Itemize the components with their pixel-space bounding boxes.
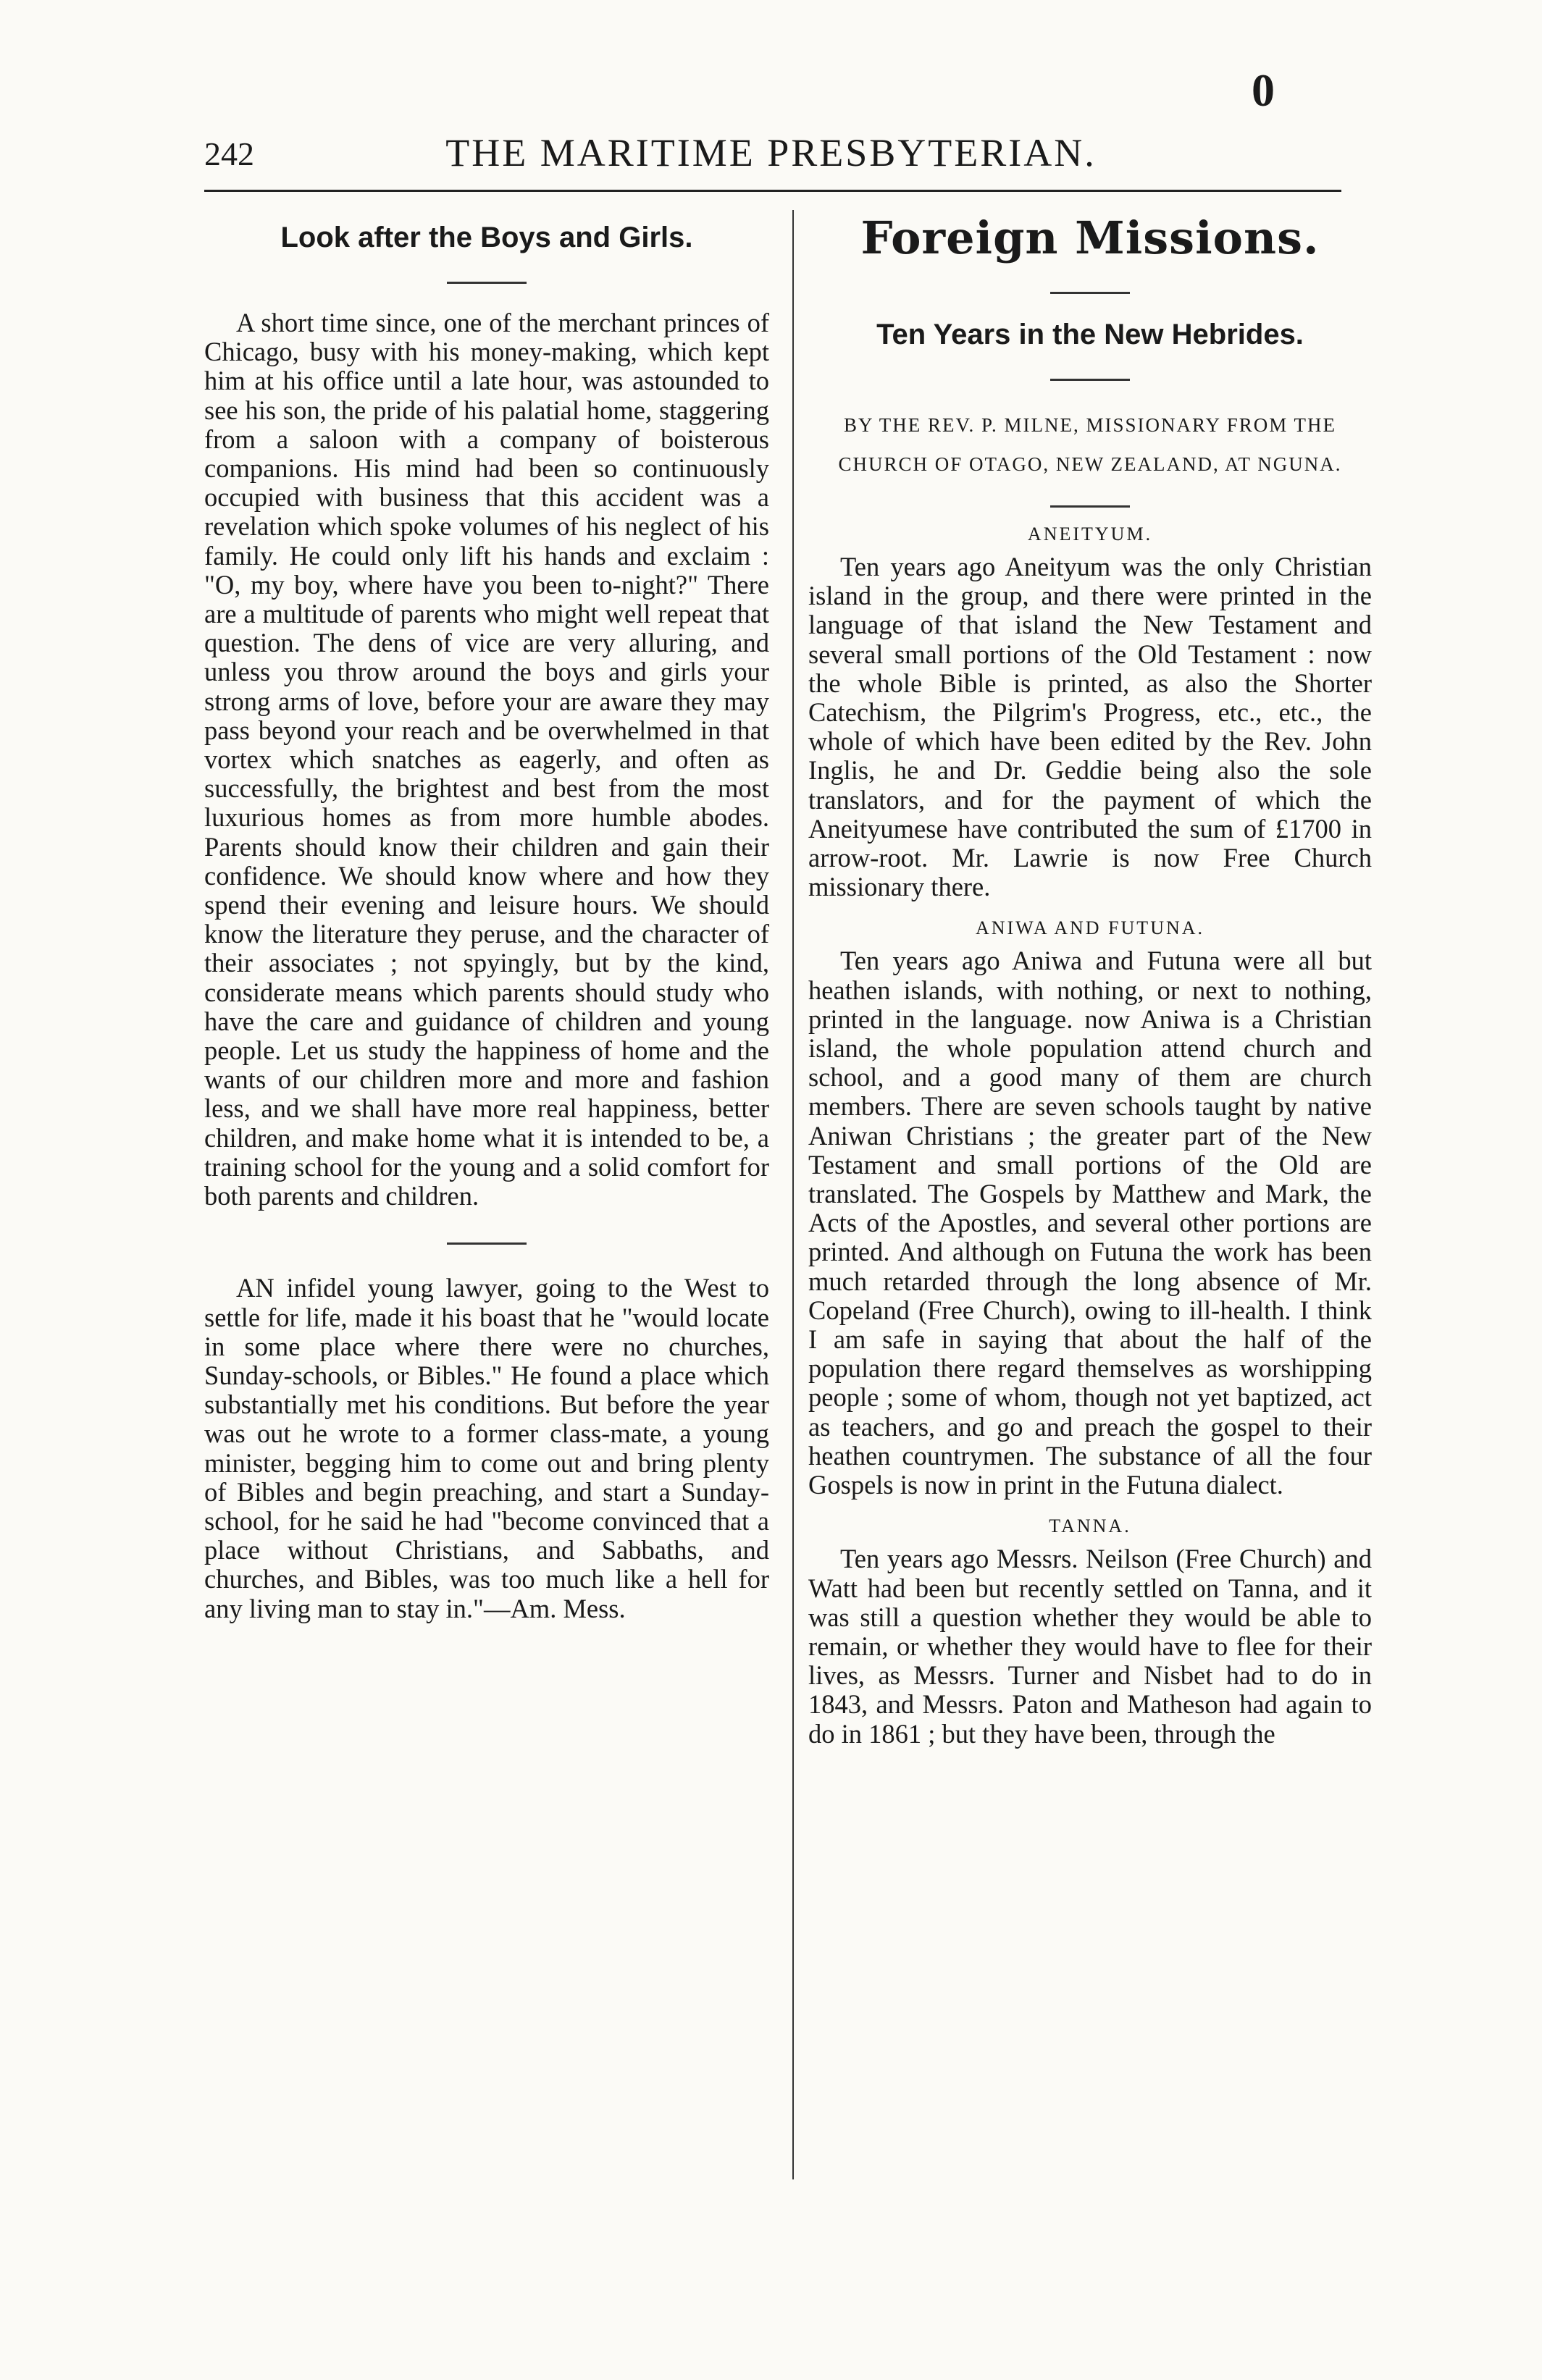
handwritten-mark: 0 [1252,64,1275,116]
separator-rule [1050,379,1130,381]
section-paragraph: Ten years ago Aniwa and Futuna were all but heathen islands, with nothing, or next to nothing, printed in the language. now Aniwa is a Christian island, the whole population attend church and school, and a good many of them are church members. There are seven schools taught by native Aniwan Christians ; the greater part of the New Testament and small portions of the Old are translated. The Gospels by Matthew and Mark, the Acts of the Apostles, and several other portions are printed. And although on Futuna the work has been much retarded through the long absence of Mr. Copeland (Free Church), owing to ill-health. I think I am safe in saying that about the half of the population there regard themselves as worshipping people ; some of whom, though not yet baptized, act as teachers, and go and preach the gospel to their heathen countrymen. The substance of all the four Gospels is now in print in the Futuna dialect. [808,946,1372,1500]
separator-rule [1050,505,1130,508]
article-body: AN infidel young lawyer, going to the West to settle for life, made it his boast that he "would locate in some place where there were no churches, Sunday-schools, or Bibles." He found a place which substantially met his conditions. But before the year was out he wrote to a former class-mate, a young minister, begging him to come out and bring plenty of Bibles and begin preaching, and start a Sunday-school, for he said he had "become convinced that a place without Christians, and Sabbaths, and churches, and Bibles, was too much like a hell for any living man to stay in."—Am. Mess. [204,1273,769,1623]
left-column [204,211,769,1623]
section-paragraph: Ten years ago Aneityum was the only Christian island in the group, and there were printed in the language of that island the New Testament and several small portions of the Old Testament : now the whole Bible is printed, as also the Shorter Catechism, the Pilgrim's Progress, etc., etc., the whole of which have been edited by the Rev. John Inglis, he and Dr. Geddie being also the sole translators, and for the payment of which the Aneityumese have contributed the sum of £1700 in arrow-root. Mr. Lawrie is now Free Church missionary there. [808,552,1372,902]
right-column [808,211,1372,1749]
running-title: THE MARITIME PRESBYTERIAN. [445,131,1097,174]
section-paragraph: Ten years ago Messrs. Neilson (Free Church) and Watt had been but recently settled on Tanna, and it was still a question whether they would be able to remain, or whether they would have to flee for their lives, as Messrs. Turner and Nisbet had to do in 1843, and Messrs. Paton and Matheson had again to do in 1861 ; but they have been, through the [808,1544,1372,1749]
subheading: ANEITYUM. [1027,523,1153,544]
separator-rule [1050,292,1130,294]
subheading: TANNA. [1049,1515,1131,1537]
section-title: Foreign Missions. [860,211,1320,264]
article-heading: Look after the Boys and Girls. [280,222,693,253]
article-body: A short time since, one of the merchant princes of Chicago, busy with his money-making, which kept him at his office until a late hour, was astounded to see his son, the pride of his palatial home, staggering from a saloon with a company of boisterous companions. His mind had been so continuously occupied with business that this accident was a revelation which spoke volumes of his neglect of his family. He could only lift his hands and exclaim : "O, my boy, where have you been to-night?" There are a multitude of parents who might well repeat that question. The dens of vice are very alluring, and unless you throw around the boys and girls your strong arms of love, before your are aware they may pass beyond your reach and be overwhelmed in that vortex which snatches as eagerly, and often as successfully, the brightest and best from the most luxurious homes as from more humble abodes. Parents should know their children and gain their confidence. We should know where and how they spend their evening and leisure hours. We should know the literature they peruse, and the character of their associates ; not spyingly, but by the kind, considerate means which parents should study who have the care and guidance of children and young people. Let us study the happiness of home and the wants of our children more and more and fashion less, and we shall have more real happiness, better children, and make home what it is intended to be, a training school for the young and a solid comfort for both parents and children. [204,308,769,1211]
separator-rule [447,1242,527,1245]
byline: BY THE REV. P. MILNE, MISSIONARY FROM THE CHURCH OF OTAGO, NEW ZEALAND, AT NGUNA. [838,414,1342,475]
column-divider [792,210,794,2179]
subheading: ANIWA AND FUTUNA. [975,917,1205,939]
page-number: 242 [204,135,254,172]
article-title: Ten Years in the New Hebrides. [876,319,1304,350]
header-rule [204,190,1341,192]
separator-rule [447,282,527,284]
